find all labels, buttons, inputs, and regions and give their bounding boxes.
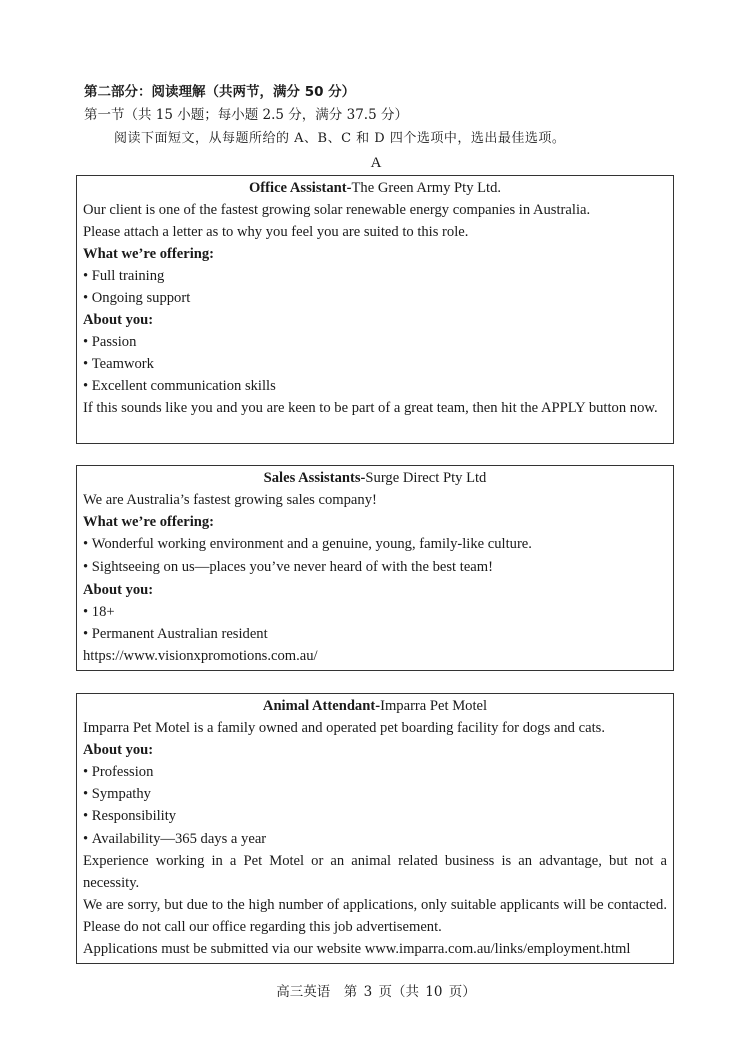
about-item: • Responsibility: [83, 805, 667, 827]
offering-heading: What we’re offering:: [83, 514, 215, 530]
offering-heading: What we’re offering:: [83, 246, 215, 262]
page-footer: 高三英语 第 3 页（共 10 页）: [276, 984, 476, 1000]
offering-item: • Wonderful working environment and a genuine, young, family-like culture.: [83, 533, 667, 555]
job-ad-office-assistant: [76, 175, 674, 444]
ad-intro: Imparra Pet Motel is a family owned and operated pet boarding facility for dogs and cats.: [83, 720, 605, 736]
ad-title-job: Sales Assistants-: [263, 470, 366, 486]
ad-paragraph: We are sorry, but due to the high number of applications, only suitable applicants will be contacted. Please do not call our office regarding this job advertisement.: [83, 897, 667, 935]
ad-closing: If this sounds like you and you are keen to be part of a great team, then hit the APPLY button now.: [83, 400, 658, 416]
about-heading: About you:: [83, 312, 154, 328]
about-item: • Passion: [83, 331, 667, 353]
ad-intro: Please attach a letter as to why you feel you are suited to this role.: [83, 224, 469, 240]
about-item: • Sympathy: [83, 783, 667, 805]
ad-title-company: Imparra Pet Motel: [380, 698, 488, 714]
about-item: • Permanent Australian resident: [83, 623, 667, 645]
ad-paragraph-apply: Applications must be submitted via our website www.imparra.com.au/links/employment.html: [83, 941, 631, 957]
offering-item: • Sightseeing on us—places you’ve never heard of with the best team!: [83, 556, 667, 578]
passage-letter: A: [370, 155, 382, 171]
ad-intro: Our client is one of the fastest growing solar renewable energy companies in Australia.: [83, 202, 591, 218]
part-title: 第二部分：阅读理解（共两节，满分 50 分）: [84, 84, 356, 100]
ad-title: [83, 177, 667, 199]
offering-item: • Ongoing support: [83, 287, 667, 309]
job-ad-sales-assistants: [76, 465, 674, 671]
ad-title-company: The Green Army Pty Ltd.: [351, 180, 502, 196]
about-item: • Teamwork: [83, 353, 667, 375]
about-item: • Excellent communication skills: [83, 375, 667, 397]
ad-title-company: Surge Direct Pty Ltd: [365, 470, 487, 486]
ad-title-job: Animal Attendant-: [262, 698, 381, 714]
instructions: 阅读下面短文，从每题所给的 A、B、C 和 D 四个选项中，选出最佳选项。: [114, 131, 566, 146]
about-item: • Availability—365 days a year: [83, 828, 667, 850]
section-title: 第一节（共 15 小题；每小题 2.5 分，满分 37.5 分）: [84, 107, 408, 123]
ad-title: [83, 467, 667, 489]
ad-link[interactable]: https://www.visionxpromotions.com.au/: [83, 648, 318, 664]
ad-intro: We are Australia’s fastest growing sales company!: [83, 492, 377, 508]
about-item: • Profession: [83, 761, 667, 783]
job-ad-animal-attendant: [76, 693, 674, 964]
about-heading: About you:: [83, 582, 154, 598]
ad-title-job: Office Assistant-: [248, 180, 352, 196]
ad-paragraph: Experience working in a Pet Motel or an animal related business is an advantage, but not a necessity.: [83, 853, 667, 891]
about-heading: About you:: [83, 742, 154, 758]
about-item: • 18+: [83, 601, 667, 623]
ad-title: [83, 695, 667, 717]
offering-item: • Full training: [83, 265, 667, 287]
